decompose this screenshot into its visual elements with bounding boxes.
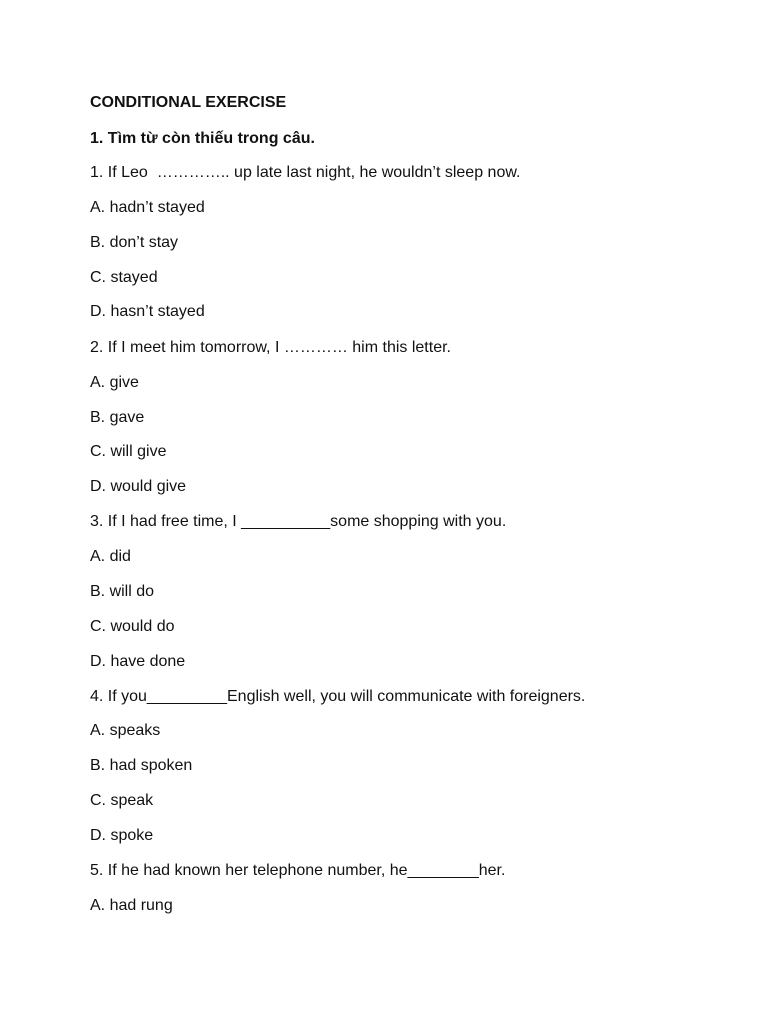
question-3-option-b: B. will do xyxy=(90,583,155,600)
question-4-option-a: A. speaks xyxy=(90,722,161,739)
question-2-option-d: D. would give xyxy=(90,478,187,495)
question-1-option-a: A. hadn’t stayed xyxy=(90,199,205,216)
question-3-prompt: 3. If I had free time, I __________some shopping with you. xyxy=(90,513,507,530)
question-4-option-b: B. had spoken xyxy=(90,757,193,774)
document-title: CONDITIONAL EXERCISE xyxy=(90,94,287,111)
question-2-prompt: 2. If I meet him tomorrow, I ………… him this letter. xyxy=(90,339,451,356)
question-3-option-d: D. have done xyxy=(90,653,186,670)
question-4-prompt: 4. If you_________English well, you will communicate with foreigners. xyxy=(90,688,586,705)
question-2-option-b: B. gave xyxy=(90,409,145,426)
question-3-option-a: A. did xyxy=(90,548,131,565)
question-5-option-a: A. had rung xyxy=(90,897,173,914)
question-3-option-c: C. would do xyxy=(90,618,175,635)
section-heading: 1. Tìm từ còn thiếu trong câu. xyxy=(90,130,315,147)
question-1-prompt: 1. If Leo ………….. up late last night, he wouldn’t sleep now. xyxy=(90,164,521,181)
question-2-option-c: C. will give xyxy=(90,443,167,460)
question-5-prompt: 5. If he had known her telephone number, he________her. xyxy=(90,862,506,879)
question-1-option-b: B. don’t stay xyxy=(90,234,179,251)
question-4-option-c: C. speak xyxy=(90,792,154,809)
question-4-option-d: D. spoke xyxy=(90,827,154,844)
question-1-option-c: C. stayed xyxy=(90,269,158,286)
question-1-option-d: D. hasn’t stayed xyxy=(90,303,205,320)
question-2-option-a: A. give xyxy=(90,374,139,391)
